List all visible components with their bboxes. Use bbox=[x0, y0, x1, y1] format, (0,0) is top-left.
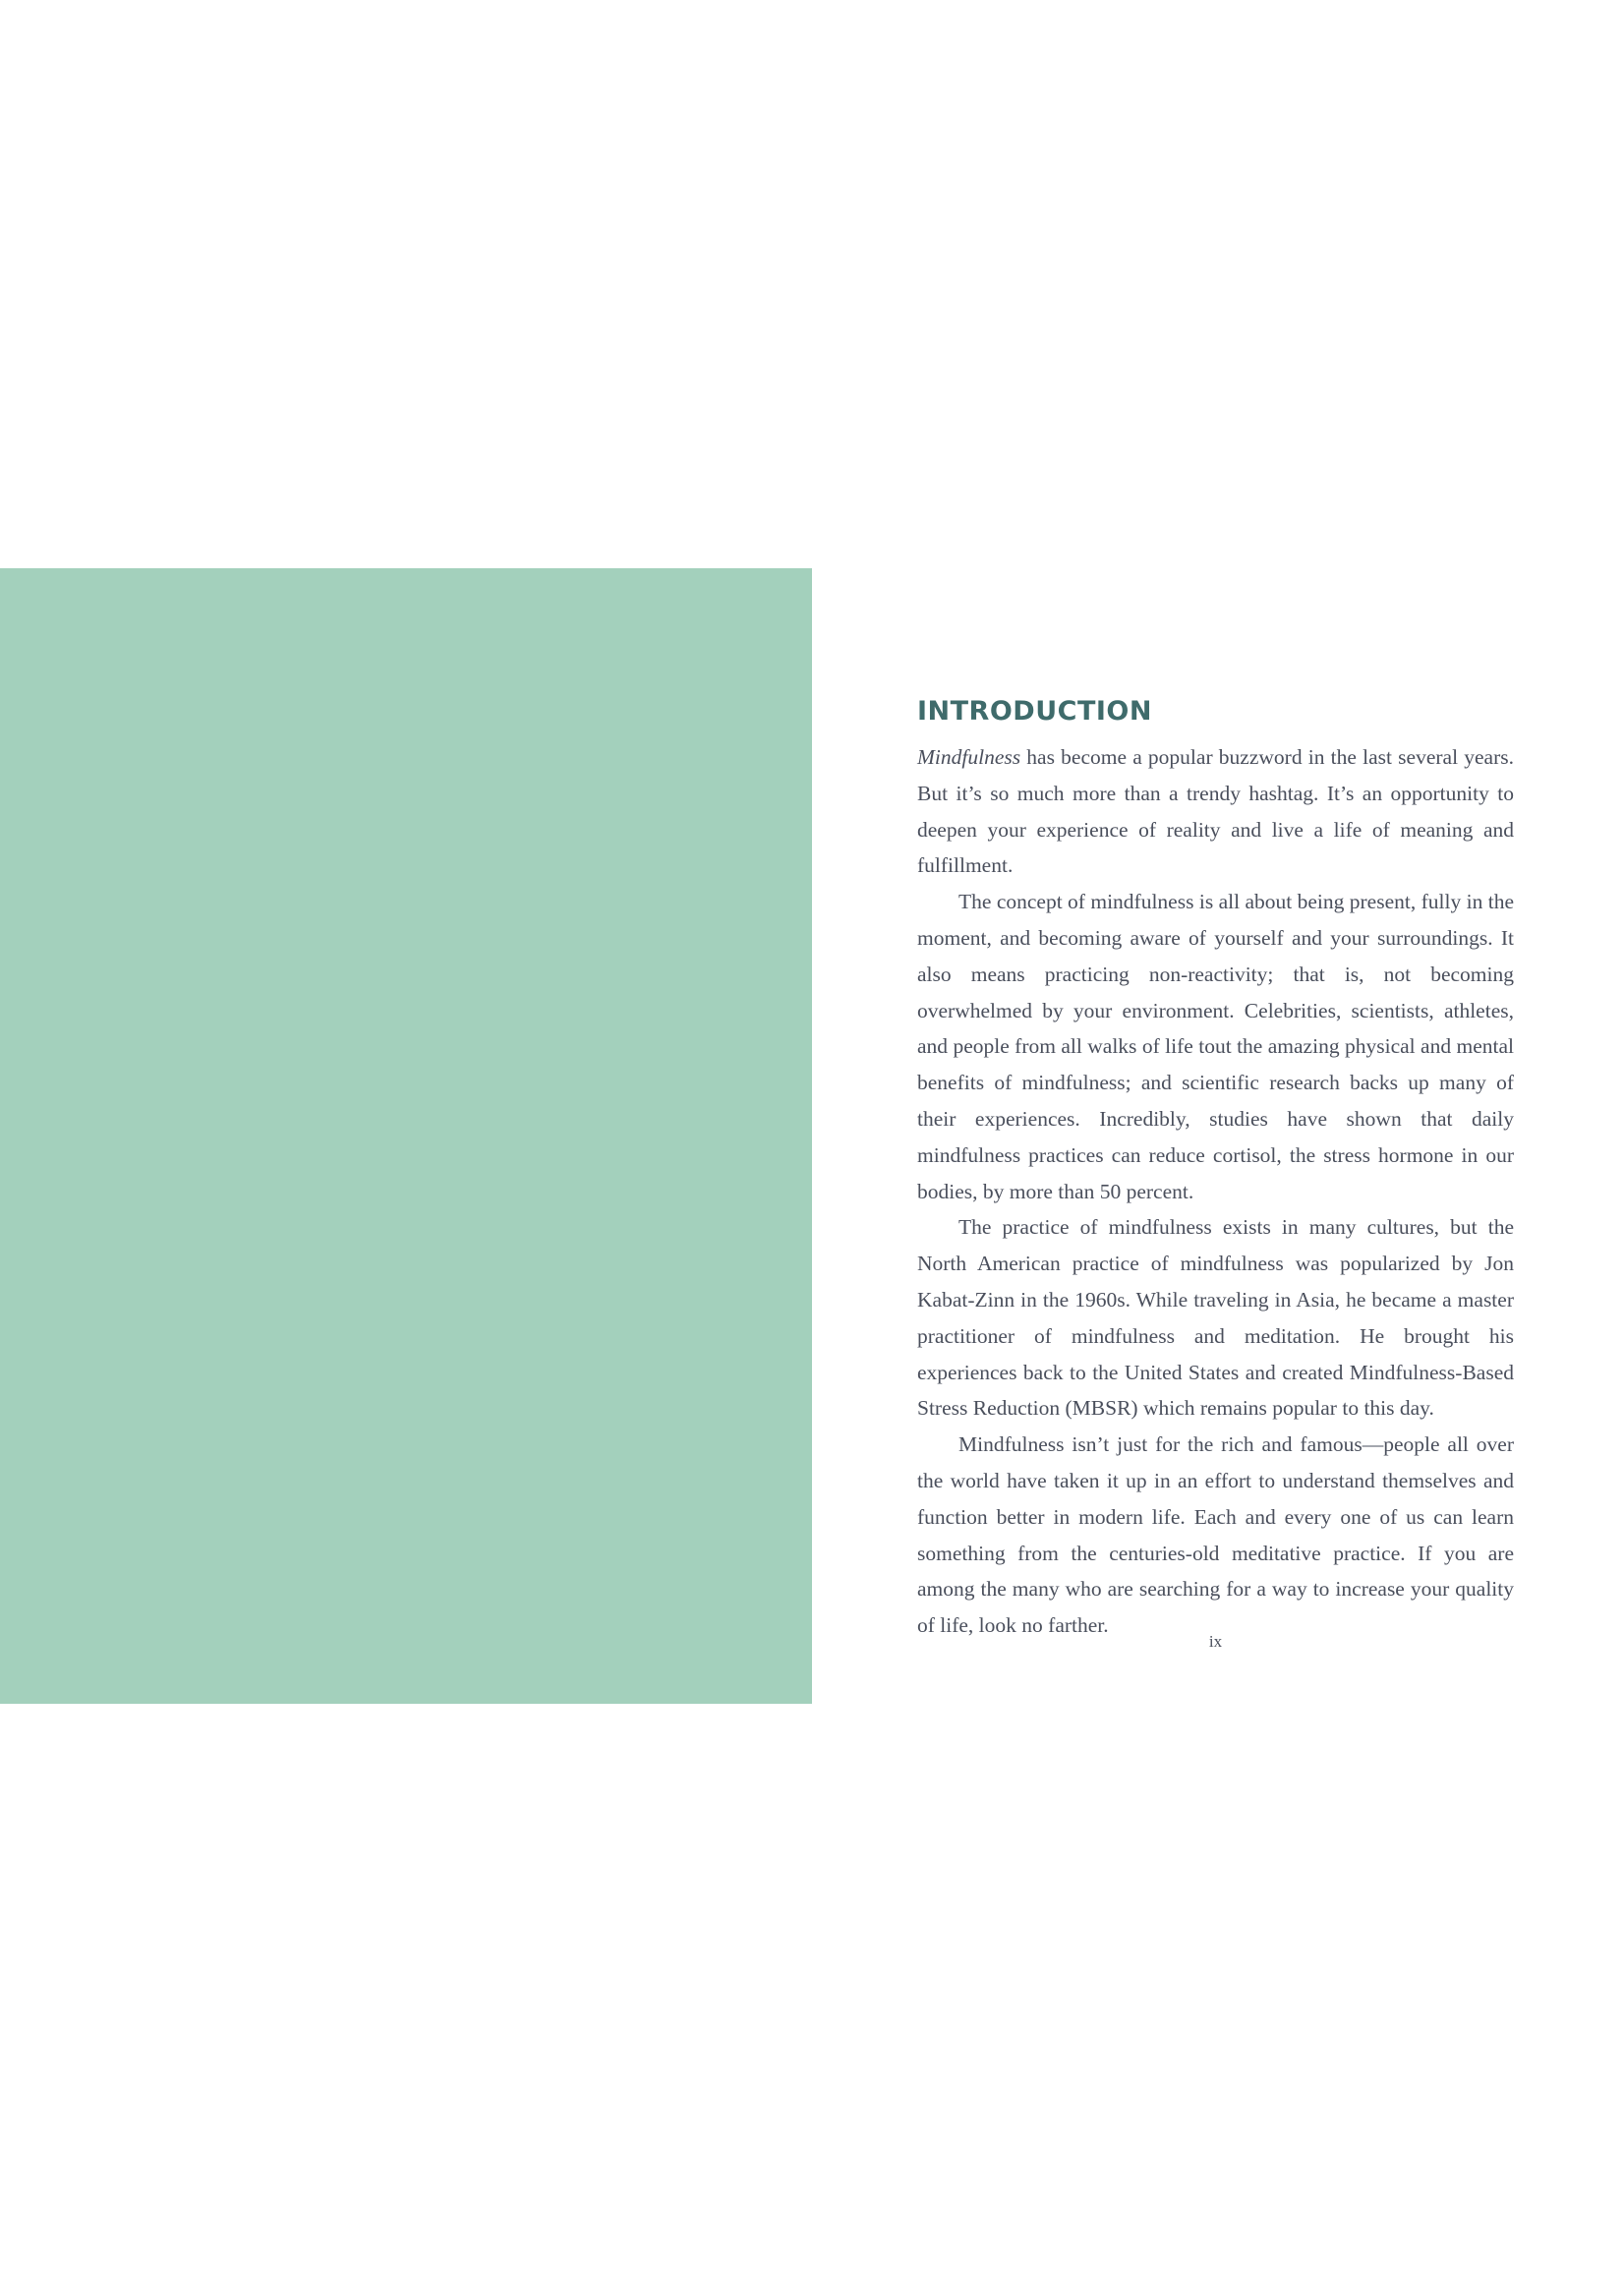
chapter-heading: INTRODUCTION bbox=[917, 696, 1152, 727]
paragraph-4: Mindfulness isn’t just for the rich and famous—people all over the world have taken it up in an effort to understand themselves and function better in modern life. Each and every one of us can learn something from the centuries-old meditative practice. If you are among the many who are searching for a way to increase your quality of life, look no farther. bbox=[917, 1432, 1514, 1638]
paragraph-1-text: has become a popular buzzword in the last several years. But it’s so much more than a trendy hashtag. It’s an opportunity to deepen your experience of reality and live a life of meaning and fulfillment. bbox=[917, 745, 1514, 878]
decorative-color-block bbox=[0, 568, 812, 1704]
text-column bbox=[917, 688, 1514, 1644]
paragraph-1 bbox=[917, 739, 1514, 884]
page-number: ix bbox=[1208, 1632, 1223, 1651]
paragraph-2: The concept of mindfulness is all about being present, fully in the moment, and becoming aware of yourself and your surroundings. It also means practicing non-reactivity; that is, not becoming overwhelmed by your environment. Celebrities, scientists, athletes, and people from all walks of life tout the amazing physical and mental benefits of mindfulness; and scientific research backs up many of their experiences. Incredibly, studies have shown that daily mindfulness practices can reduce cortisol, the stress hormone in our bodies, by more than 50 percent. bbox=[917, 890, 1514, 1203]
paragraph-3: The practice of mindfulness exists in many cultures, but the North American practice of mindfulness was popularized by Jon Kabat-Zinn in the 1960s. While traveling in Asia, he became a master practitioner of mindfulness and meditation. He brought his experiences back to the United States and created Mindfulness-Based Stress Reduction (MBSR) which remains popular to this day. bbox=[917, 1215, 1514, 1421]
paragraph-1-lead-word: Mindfulness bbox=[917, 745, 1021, 769]
